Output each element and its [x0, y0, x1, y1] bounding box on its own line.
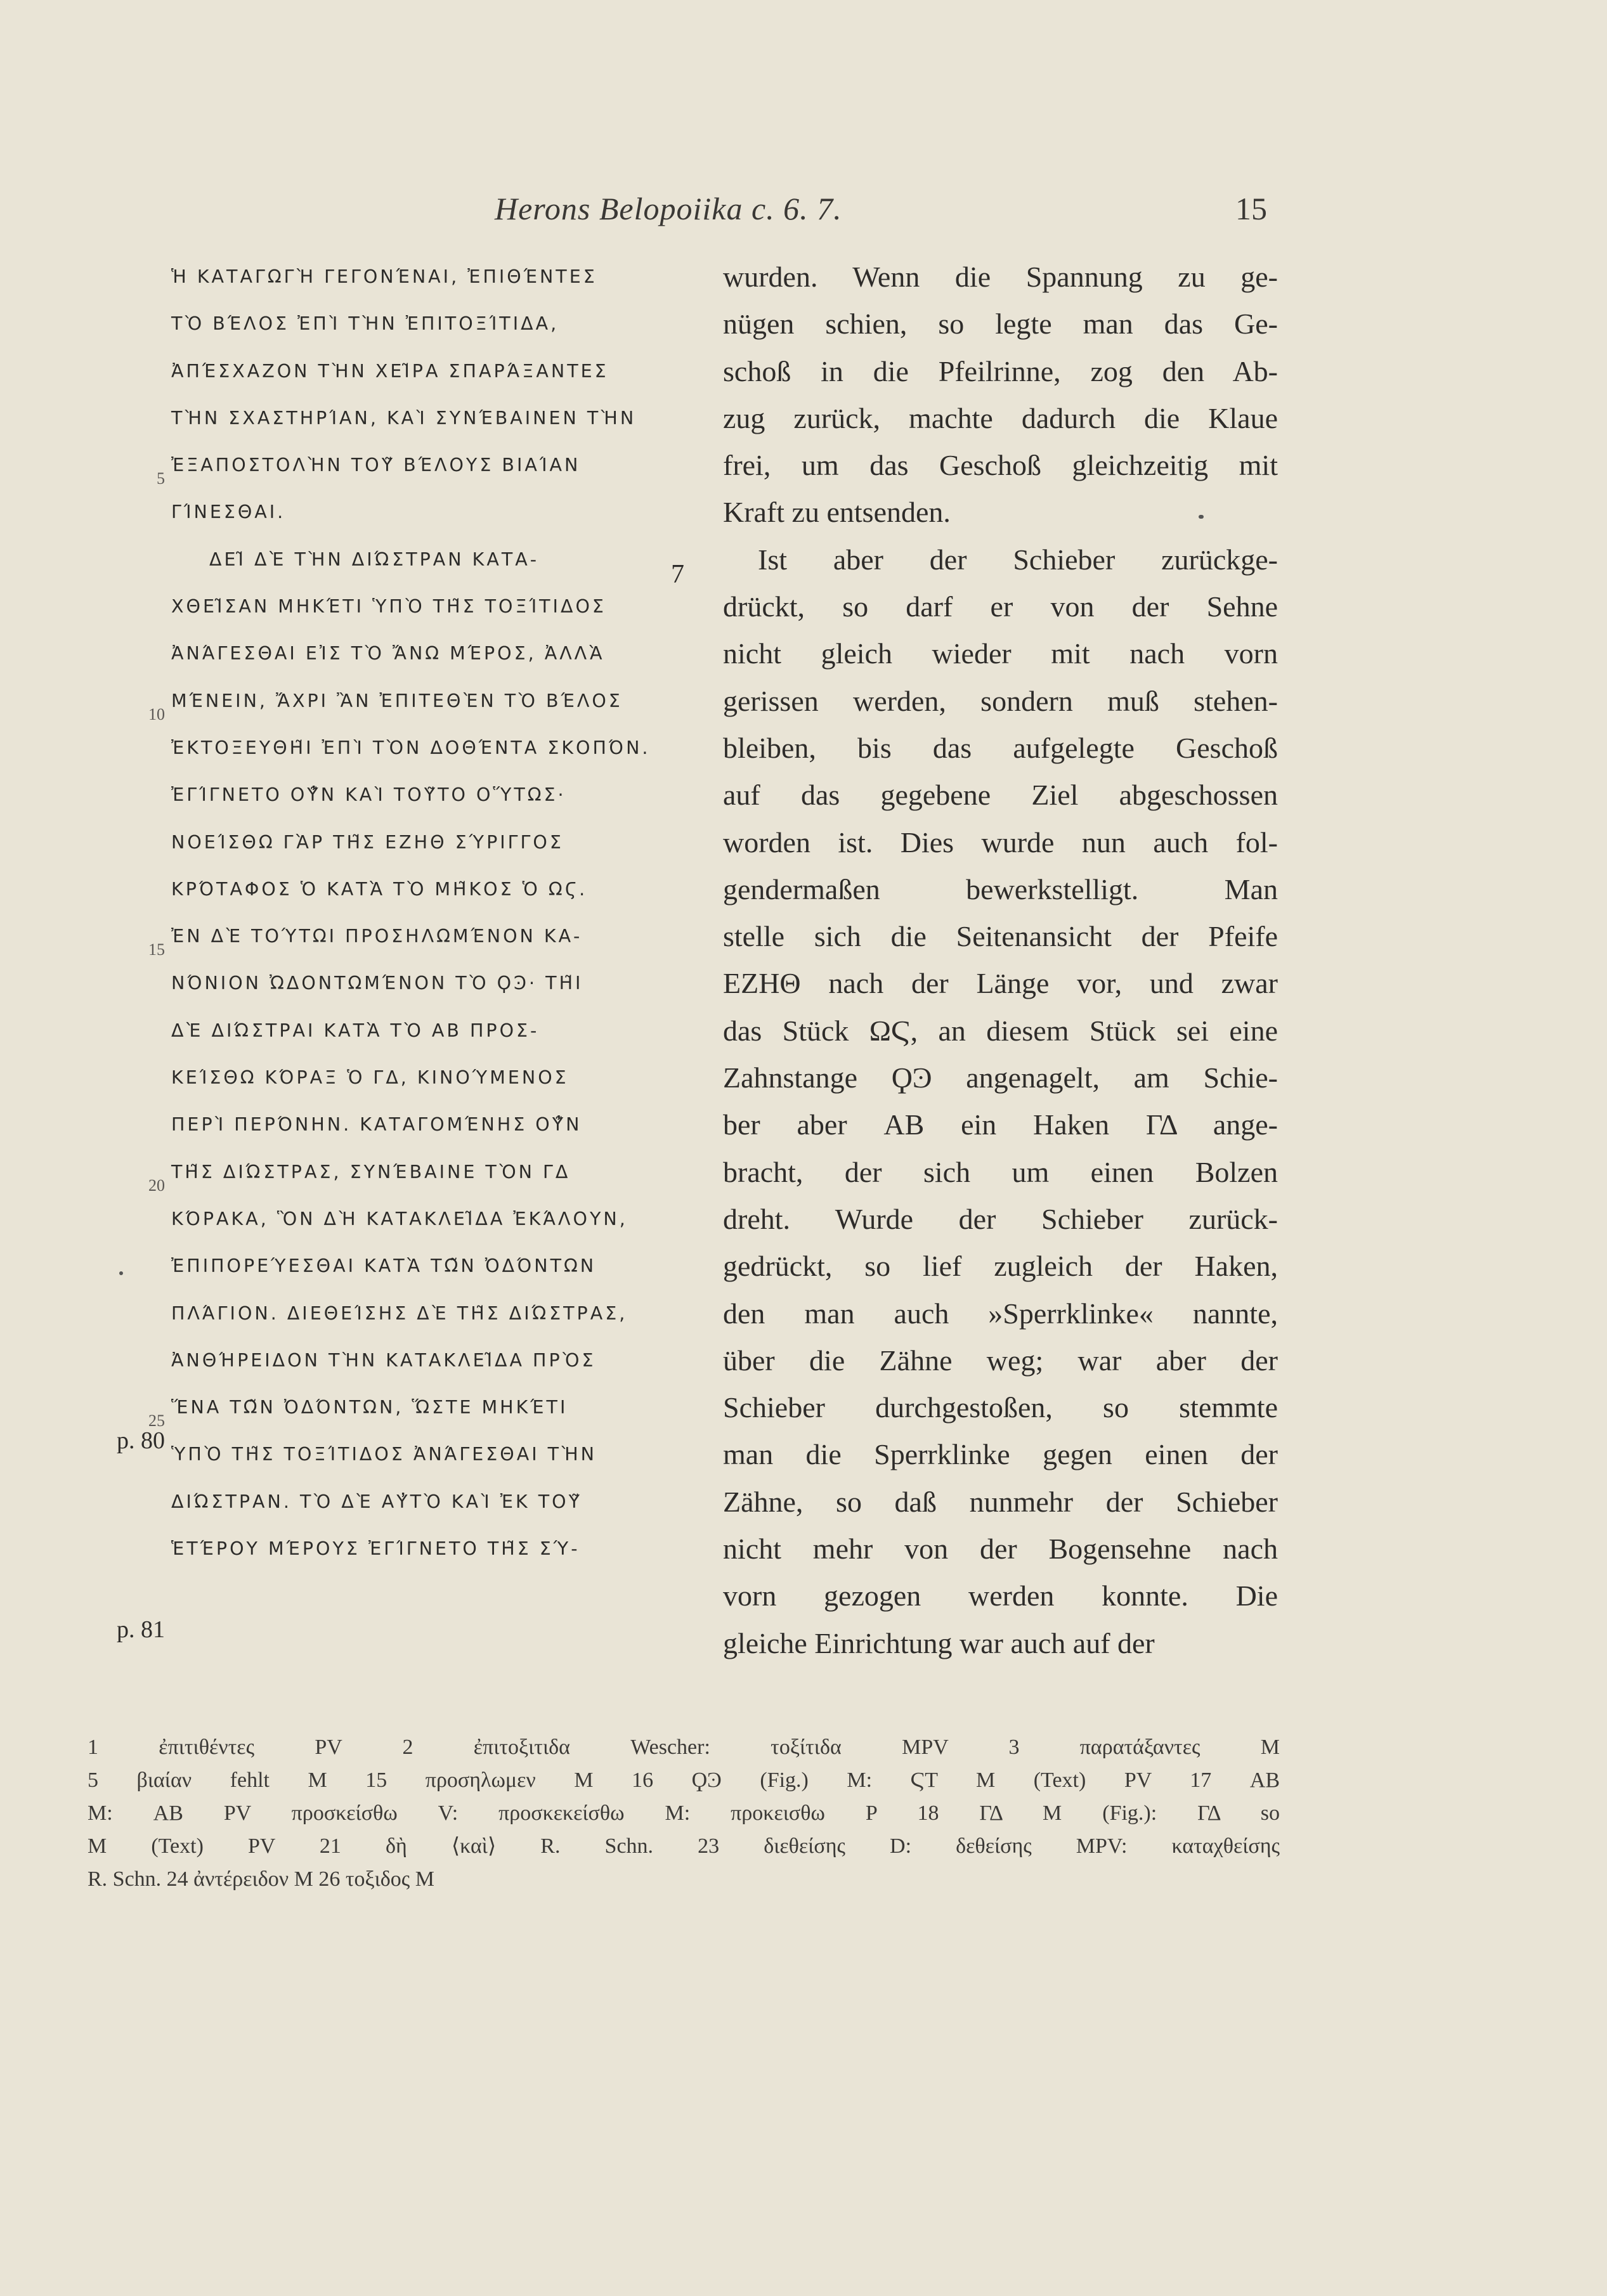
- greek-line: ΚΌΡΑΚΑ, ὋΝ ΔῊ ΚΑΤΑΚΛΕΙ͂ΔΑ ἘΚΆΛΟΥΝ,: [171, 1208, 628, 1229]
- footnote-line: M: ΑΒ PV προσκείσθω V: προσκεκείσθω M: προκεισθω P 18 ΓΔ M (Fig.): ΓΔ so: [88, 1801, 1280, 1825]
- german-line: über die Zähne weg; war aber der: [723, 1344, 1278, 1377]
- german-line: man die Sperrklinke gegen einen der: [723, 1438, 1278, 1471]
- greek-line: ΝΌΝΙΟΝ ὨΔΟΝΤΩΜΈΝΟΝ ΤῸ ϘϿ· ΤΗ͂Ι: [171, 973, 583, 994]
- footnote-line: 5 βιαίαν fehlt M 15 προσηλωμεν M 16 ϘϿ (Fig.) M: ϚΤ M (Text) PV 17 ΑΒ: [88, 1768, 1280, 1792]
- print-speck: [1199, 515, 1204, 519]
- greek-line-section-start: ΔΕΙ͂ ΔῈ ΤῊΝ ΔΙΏΣΤΡΑΝ ΚΑΤΑ-: [209, 548, 540, 570]
- german-line: nicht mehr von der Bogensehne nach: [723, 1533, 1278, 1566]
- greek-line: ΓΊΝΕΣΘΑΙ.: [171, 502, 286, 523]
- german-line: Schieber durchgestoßen, so stemmte: [723, 1391, 1278, 1424]
- german-line: ber aber ΑΒ ein Haken ΓΔ ange-: [723, 1108, 1278, 1141]
- greek-line: ΔΙΏΣΤΡΑΝ. ΤῸ ΔῈ ΑΥ̓ΤῸ ΚΑῚ ἘΚ ΤΟΥ͂: [171, 1491, 582, 1512]
- german-line: vorn gezogen werden konnte. Die: [723, 1579, 1278, 1612]
- running-head-title: Herons Belopoiika c. 6. 7.: [495, 191, 842, 226]
- greek-line: ΤῸ ΒΈΛΟΣ ἘΠῚ ΤῊΝ ἘΠΙΤΟΞΊΤΙΔΑ,: [171, 313, 559, 335]
- german-line: auf das gegebene Ziel abgeschossen: [723, 779, 1278, 812]
- german-line: drückt, so darf er von der Sehne: [723, 590, 1278, 623]
- line-number-5: 5: [157, 469, 165, 488]
- german-line: wurden. Wenn die Spannung zu ge-: [723, 261, 1278, 293]
- greek-line: ΚΡΌΤΑΦΟΣ Ὁ ΚΑΤᾺ ΤῸ ΜΗ͂ΚΟΣ Ὁ ΩϚ.: [171, 878, 588, 900]
- greek-line: ΔῈ ΔΙΏΣΤΡΑΙ ΚΑΤᾺ ΤῸ ΑΒ ΠΡΟΣ-: [171, 1020, 540, 1041]
- greek-line: ἙΤΈΡΟΥ ΜΈΡΟΥΣ ἘΓΊΓΝΕΤΟ ΤΗ͂Σ ΣΎ-: [171, 1538, 580, 1560]
- greek-text-column: [171, 254, 651, 1573]
- german-line: bleiben, bis das aufgelegte Geschoß: [723, 731, 1278, 764]
- german-line: nicht gleich wieder mit nach vorn: [723, 637, 1278, 670]
- line-number-25: 25: [148, 1411, 165, 1430]
- german-line: schoß in die Pfeilrinne, zog den Ab-: [723, 354, 1278, 387]
- page-ref-p80: p. 80: [117, 1427, 165, 1454]
- section-number: 7: [671, 560, 684, 589]
- line-number-10: 10: [148, 705, 165, 723]
- page-ref-p81: p. 81: [117, 1616, 165, 1643]
- critical-apparatus: [88, 1731, 1280, 1896]
- greek-line: ΤῊΝ ΣΧΑΣΤΗΡΊΑΝ, ΚΑῚ ΣΥΝΈΒΑΙΝΕΝ ΤῊΝ: [171, 407, 637, 429]
- print-speck: [119, 1271, 123, 1275]
- german-line: bracht, der sich um einen Bolzen: [723, 1155, 1278, 1188]
- greek-line: ἈΝΆΓΕΣΘΑΙ ΕἸΣ ΤῸ ἌΝΩ ΜΈΡΟΣ, ἈΛΛᾺ: [171, 643, 605, 665]
- german-line: ΕΖΗΘ nach der Länge vor, und zwar: [723, 967, 1278, 1000]
- german-line: den man auch »Sperrklinke« nannte,: [723, 1297, 1278, 1330]
- greek-line: ἘΞΑΠΟΣΤΟΛῊΝ ΤΟΥ͂ ΒΈΛΟΥΣ ΒΙΑΊΑΝ: [171, 455, 581, 476]
- german-line: Zähne, so daß nunmehr der Schieber: [723, 1485, 1278, 1518]
- greek-line: ἘΝ ΔῈ ΤΟΎΤΩΙ ΠΡΟΣΗΛΩΜΈΝΟΝ ΚΑ-: [171, 926, 583, 947]
- greek-line: ἘΚΤΟΞΕΥΘΗ͂Ι ἘΠῚ ΤῸΝ ΔΟΘΈΝΤΑ ΣΚΟΠΌΝ.: [171, 737, 651, 758]
- greek-line: ΠΕΡῚ ΠΕΡΌΝΗΝ. ΚΑΤΑΓΟΜΈΝΗΣ ΟΥ̓͂Ν: [171, 1114, 582, 1136]
- greek-line: ὙΠῸ ΤΗ͂Σ ΤΟΞΊΤΙΔΟΣ ἈΝΆΓΕΣΘΑΙ ΤῊΝ: [171, 1444, 597, 1465]
- german-line: gleiche Einrichtung war auch auf der: [723, 1626, 1155, 1659]
- greek-line: ΤΗ͂Σ ΔΙΏΣΤΡΑΣ, ΣΥΝΈΒΑΙΝΕ ΤῸΝ ΓΔ: [171, 1161, 571, 1183]
- greek-line: ἝΝΑ ΤΩ͂Ν ὈΔΌΝΤΩΝ, ὭΣΤΕ ΜΗΚΈΤΙ: [171, 1397, 568, 1418]
- page-number: 15: [1235, 191, 1267, 226]
- greek-line: Ἡ ΚΑΤΑΓΩΓῊ ΓΕΓΟΝΈΝΑΙ, ἘΠΙΘΈΝΤΕΣ: [171, 266, 597, 287]
- greek-line: ΝΟΕΊΣΘΩ ΓᾺΡ ΤΗ͂Σ ΕΖΗΘ ΣΎΡΙΓΓΟΣ: [171, 831, 564, 853]
- greek-line: ἘΓΊΓΝΕΤΟ ΟΥ̓͂Ν ΚΑῚ ΤΟΥ͂ΤΟ ΟὝΤΩΣ·: [171, 784, 566, 806]
- german-line: dreht. Wurde der Schieber zurück-: [723, 1202, 1278, 1235]
- german-line: gerissen werden, sondern muß stehen-: [723, 684, 1278, 717]
- german-line: Kraft zu entsenden.: [723, 496, 951, 529]
- german-line: worden ist. Dies wurde nun auch fol-: [723, 826, 1278, 859]
- german-line: nügen schien, so legte man das Ge-: [723, 308, 1278, 341]
- footnote-line: R. Schn. 24 ἀντέρειδον M 26 τοξιδος M: [88, 1867, 435, 1891]
- german-line: gendermaßen bewerkstelligt. Man: [723, 872, 1278, 905]
- footnote-line: M (Text) PV 21 δὴ ⟨καὶ⟩ R. Schn. 23 διεθείσης D: δεθείσης MPV: καταχθείσης: [88, 1834, 1280, 1858]
- greek-line: ΠΛΆΓΙΟΝ. ΔΙΕΘΕΊΣΗΣ ΔῈ ΤΗ͂Σ ΔΙΏΣΤΡΑΣ,: [171, 1302, 628, 1324]
- german-translation-column: [723, 254, 1278, 1667]
- german-line: zug zurück, machte dadurch die Klaue: [723, 401, 1278, 434]
- greek-line: ΜΈΝΕΙΝ, ἌΧΡΙ ἊΝ ἘΠΙΤΕΘῈΝ ΤῸ ΒΈΛΟΣ: [171, 690, 623, 711]
- greek-line: ΧΘΕΙ͂ΣΑΝ ΜΗΚΈΤΙ ὙΠῸ ΤΗ͂Σ ΤΟΞΊΤΙΔΟΣ: [171, 596, 606, 618]
- line-number-20: 20: [148, 1176, 165, 1195]
- german-line: das Stück ΩϚ, an diesem Stück sei eine: [723, 1014, 1278, 1047]
- greek-line: ἈΝΘΉΡΕΙΔΟΝ ΤῊΝ ΚΑΤΑΚΛΕΙ͂ΔΑ ΠΡῸΣ: [171, 1349, 596, 1371]
- line-number-15: 15: [148, 940, 165, 959]
- german-line: frei, um das Geschoß gleichzeitig mit: [723, 449, 1278, 482]
- running-header: [0, 190, 1607, 235]
- greek-line: ἈΠΈΣΧΑΖΟΝ ΤῊΝ ΧΕΙ͂ΡΑ ΣΠΑΡΆΞΑΝΤΕΣ: [171, 360, 609, 382]
- german-line: gedrückt, so lief zugleich der Haken,: [723, 1250, 1278, 1283]
- german-line: stelle sich die Seitenansicht der Pfeife: [723, 920, 1278, 953]
- german-line-section-start: Ist aber der Schieber zurückge-: [758, 543, 1278, 576]
- german-line: Zahnstange ϘϿ angenagelt, am Schie-: [723, 1061, 1278, 1094]
- greek-line: ἘΠΙΠΟΡΕΎΕΣΘΑΙ ΚΑΤᾺ ΤΩ͂Ν ὈΔΌΝΤΩΝ: [171, 1255, 597, 1277]
- footnote-line: 1 ἐπιτιθέντες PV 2 ἐπιτοξιτιδα Wescher: τοξίτιδα MPV 3 παρατάξαντες M: [88, 1735, 1280, 1759]
- greek-line: ΚΕΊΣΘΩ ΚΌΡΑΞ Ὁ ΓΔ, ΚΙΝΟΎΜΕΝΟΣ: [171, 1067, 569, 1089]
